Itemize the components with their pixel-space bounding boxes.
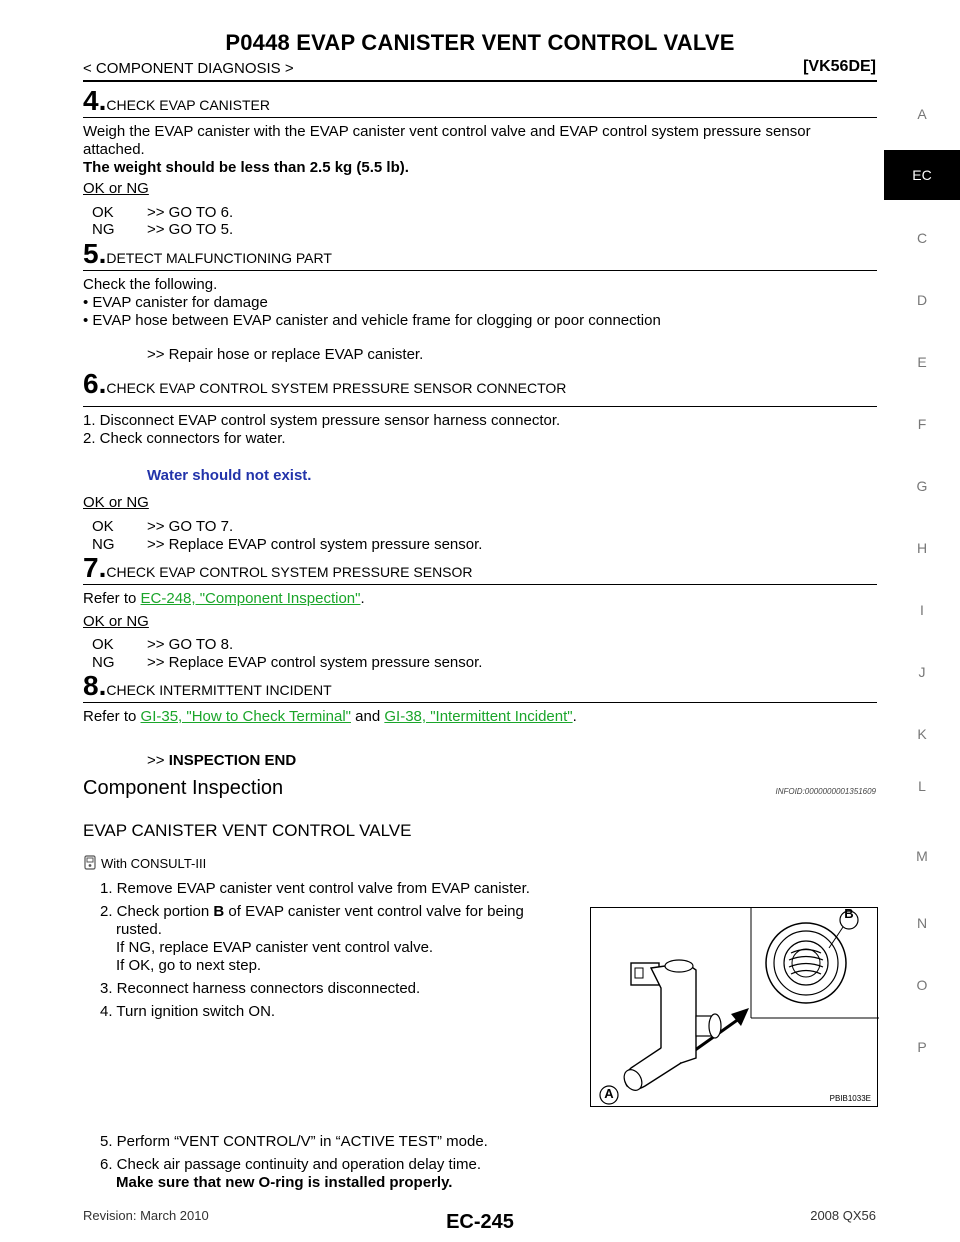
step-6-ok: OK	[92, 518, 114, 535]
valve-drawing	[591, 908, 879, 1108]
step-4-ok: OK	[92, 204, 114, 221]
step-6-spec: Water should not exist.	[147, 467, 312, 484]
consult-icon	[83, 855, 97, 871]
link-gi-35[interactable]: GI-35, "How to Check Terminal"	[140, 708, 351, 725]
tab-m[interactable]: M	[916, 848, 928, 864]
tab-l[interactable]: L	[918, 778, 926, 794]
breadcrumb: < COMPONENT DIAGNOSIS >	[83, 60, 294, 77]
consult-note: With CONSULT-III	[83, 855, 206, 871]
tab-i[interactable]: I	[920, 602, 924, 618]
step-5-heading: 5.DETECT MALFUNCTIONING PART	[83, 238, 332, 269]
step-6-ng-action: >> Replace EVAP control system pressure sensor.	[147, 536, 483, 553]
step-7-refer: Refer to EC-248, "Component Inspection".	[83, 590, 365, 607]
inspection-item-1: 1. Remove EVAP canister vent control valve from EVAP canister.	[100, 880, 530, 897]
valve-figure	[590, 907, 878, 1107]
step-6-ok-ng-label: OK or NG	[83, 494, 149, 511]
tab-g[interactable]: G	[916, 478, 928, 494]
step-6-list: 1. Disconnect EVAP control system pressure sensor harness connector. 2. Check connectors for water.	[83, 412, 561, 447]
section-title: Component Inspection	[83, 777, 284, 799]
inspection-item-5: 5. Perform “VENT CONTROL/V” in “ACTIVE TEST” mode.	[100, 1133, 488, 1150]
step-7-heading: 7.CHECK EVAP CONTROL SYSTEM PRESSURE SENSOR	[83, 552, 473, 583]
step-6-ng: NG	[92, 536, 115, 553]
tab-f[interactable]: F	[917, 416, 927, 432]
step-6-ok-action: >> GO TO 7.	[147, 518, 234, 535]
link-ec-248[interactable]: EC-248, "Component Inspection"	[140, 590, 361, 607]
tab-e[interactable]: E	[917, 354, 927, 370]
tab-o[interactable]: O	[916, 977, 928, 993]
link-gi-38[interactable]: GI-38, "Intermittent Incident"	[384, 708, 573, 725]
step-6-rule	[83, 406, 877, 407]
tab-d[interactable]: D	[916, 292, 928, 308]
info-id: INFOID:0000000001351609	[775, 787, 876, 796]
step-4-ng: NG	[92, 221, 115, 238]
figure-label-b: B	[844, 906, 854, 921]
figure-label-a: A	[604, 1086, 614, 1101]
tab-a[interactable]: A	[917, 106, 927, 122]
engine-code: [VK56DE]	[803, 58, 876, 75]
tab-h[interactable]: H	[916, 540, 928, 556]
inspection-item-2: 2. Check portion B of EVAP canister vent control valve for being rusted. If NG, replace EVAP canister vent control valve. If OK, go to next step.	[100, 903, 524, 974]
footer-revision: Revision: March 2010	[83, 1208, 209, 1223]
step-5-action: >> Repair hose or replace EVAP canister.	[147, 346, 424, 363]
step-8-rule	[83, 702, 877, 703]
step-8-heading: 8.CHECK INTERMITTENT INCIDENT	[83, 670, 332, 701]
tab-k[interactable]: K	[917, 726, 927, 742]
tab-ec[interactable]: EC	[884, 150, 960, 200]
step-7-ng-action: >> Replace EVAP control system pressure sensor.	[147, 654, 483, 671]
step-4-heading: 4.CHECK EVAP CANISTER	[83, 85, 270, 116]
step-7-ok-action: >> GO TO 8.	[147, 636, 234, 653]
step-4-text: Weigh the EVAP canister with the EVAP canister vent control valve and EVAP control system pressure sensor attached. The weight should be less than 2.5 kg (5.5 lb).	[83, 123, 811, 176]
step-7-ok-ng-label: OK or NG	[83, 613, 149, 630]
step-7-rule	[83, 584, 877, 585]
step-6-heading: 6.CHECK EVAP CONTROL SYSTEM PRESSURE SENSOR CONNECTOR	[83, 368, 567, 399]
inspection-item-3: 3. Reconnect harness connectors disconnected.	[100, 980, 421, 997]
tab-p[interactable]: P	[917, 1039, 927, 1055]
step-8-refer: Refer to GI-35, "How to Check Terminal" and GI-38, "Intermittent Incident".	[83, 708, 577, 725]
step-4-rule	[83, 117, 877, 118]
subsection-title: EVAP CANISTER VENT CONTROL VALVE	[83, 821, 412, 840]
step-4-ok-action: >> GO TO 6.	[147, 204, 234, 221]
page-number: EC-245	[446, 1211, 514, 1233]
tab-j[interactable]: J	[918, 664, 926, 680]
step-7-ng: NG	[92, 654, 115, 671]
page-title: P0448 EVAP CANISTER VENT CONTROL VALVE	[225, 30, 735, 55]
header-divider	[83, 80, 877, 82]
inspection-item-4: 4. Turn ignition switch ON.	[100, 1003, 276, 1020]
step-8-action: >> INSPECTION END	[147, 752, 297, 769]
step-7-ok: OK	[92, 636, 114, 653]
step-5-text: Check the following. • EVAP canister for damage • EVAP hose between EVAP canister and vehicle frame for clogging or poor connection	[83, 276, 661, 329]
step-4-ng-action: >> GO TO 5.	[147, 221, 234, 238]
inspection-item-6: 6. Check air passage continuity and operation delay time. Make sure that new O-ring is installed properly.	[100, 1156, 482, 1191]
step-4-ok-ng-label: OK or NG	[83, 180, 149, 197]
tab-n[interactable]: N	[916, 915, 928, 931]
footer-model: 2008 QX56	[810, 1208, 876, 1223]
step-5-rule	[83, 270, 877, 271]
tab-c[interactable]: C	[916, 230, 928, 246]
figure-code: PBIB1033E	[829, 1094, 871, 1103]
